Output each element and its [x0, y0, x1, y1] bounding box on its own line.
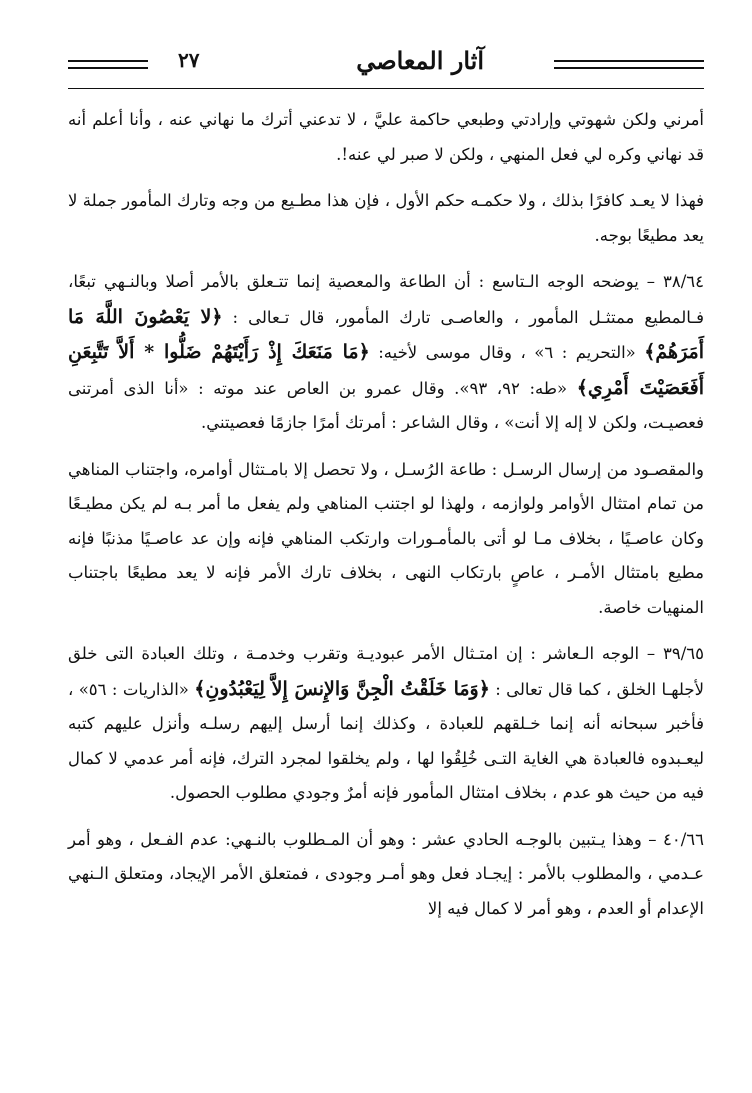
text-run: «التحريم : ٦» ، وقال موسى لأخيه: — [369, 343, 645, 362]
text-run: «الذاريات : ٥٦» ، فأخبر سبحانه أنه إنما خـلقهم للعبادة ، وكذلك إنما أرسل إليهم رسلـه وأنزل عليهم كتبه ليعـبدوه فالعبادة هي الغاية التـى خُلِقُوا لها ، ولم يخلقوا لمجرد الترك، فإنه أمر عدمي لا كمال فيه من حيث هو عدم ، بخلاف امتثال المأمور فإنه أمرٌ وجودي مطلوب الحصول. — [68, 679, 704, 802]
quran-quote: ﴿لا يَعْصُونَ اللَّهَ مَا أَمَرَهُمْ﴾ — [68, 305, 705, 363]
paragraph — [68, 265, 704, 441]
paragraph — [68, 823, 704, 927]
running-header — [68, 40, 704, 89]
text-run: ٣٨/٦٤ – يوضحه الوجه الـتاسع : أن الطاعة والمعصية إنما تتـعلق بالأمر أصلا وبالنـهي تبعًا، فـالمطيع ممتثـل المأمور ، والعاصـى تارك المأمور، قال تـعالى : — [68, 272, 704, 327]
text-run: فهذا لا يعـد كافرًا بذلك ، ولا حكمـه حكم الأول ، فإن هذا مطـيع من وجه وتارك المأمور جملة لا يعد مطيعًا بوجه. — [68, 191, 704, 245]
paragraph — [68, 103, 704, 172]
body-text — [68, 103, 704, 926]
text-run: أمرني ولكن شهوتي وإرادتي وطبعي حاكمة عليَّ ، لا تدعني أترك ما نهاني عنه ، وأنا أعلم أنه قد نهاني وكره لي فعل المنهي ، ولكن لا صبر لي عنه!. — [68, 110, 704, 164]
text-run: ٣٩/٦٥ – الوجه الـعاشر : إن امتـثال الأمر عبوديـة وتقرب وخدمـة ، وتلك العبادة التى خلق لأجلهـا الخلق ، كما قال تعالى : — [68, 644, 704, 699]
paragraph — [68, 184, 704, 253]
quran-quote: ﴿مَا مَنَعَكَ إِذْ رَأَيْتَهُمْ ضَلُّوا * أَلاَّ تَتَّبِعَنِ أَفَعَصَيْتَ أَمْرِي﴾ — [68, 341, 705, 399]
header-rule-right — [554, 60, 704, 69]
paragraph — [68, 637, 704, 811]
page-number: ٢٧ — [178, 48, 200, 72]
paragraph — [68, 453, 704, 626]
header-rule-left — [68, 60, 148, 69]
text-run: «طه: ٩٢، ٩٣». وقال عمرو بن العاص عند موته : «أنا الذى أمرتنى فعصيـت، ولكن لا إله إلا أنت» ، وقال الشاعر : أمرتك أمرًا جازمًا فعصيتني. — [68, 378, 704, 432]
quran-quote: ﴿وَمَا خَلَقْتُ الْجِنَّ وَالإِنسَ إِلاَّ لِيَعْبُدُونِ﴾ — [194, 677, 490, 700]
text-run: والمقصـود من إرسال الرسـل : طاعة الرُسـل ، ولا تحصل إلا بامـتثال أوامره، واجتناب المناهي من تمام امتثال الأوامر ولوازمه ، ولهذا لو اجتنب المناهي ولم يفعل ما أمر بـه لم يكن مطيـعًا وكان عاصـيًا ، بخلاف مـا لو أتى بالمأمـورات وارتكب المناهي فإنه وإن عد عاصـيًا مذنبًا فإنه مطيع بامتثال الأمـر ، عاصٍ بارتكاب النهى ، بخلاف تارك الأمر فإنه لا يعد مطيعًا باجتناب المنهيات خاصة. — [68, 459, 704, 617]
text-run: ٤٠/٦٦ – وهذا يـتبين بالوجـه الحادي عشر : وهو أن المـطلوب بالنـهي: عدم الفـعل ، وهو أمر عـدمي ، والمطلوب بالأمر : إيجـاد فعل وهو أمـر وجودى ، فمتعلق الأمر الإيجاد، ومتعلق الـنهي الإعدام أو العدم ، وهو أمر لا كمال فيه إلا — [68, 829, 704, 918]
running-title: آثار المعاصي — [356, 46, 484, 75]
document-page — [68, 40, 704, 938]
